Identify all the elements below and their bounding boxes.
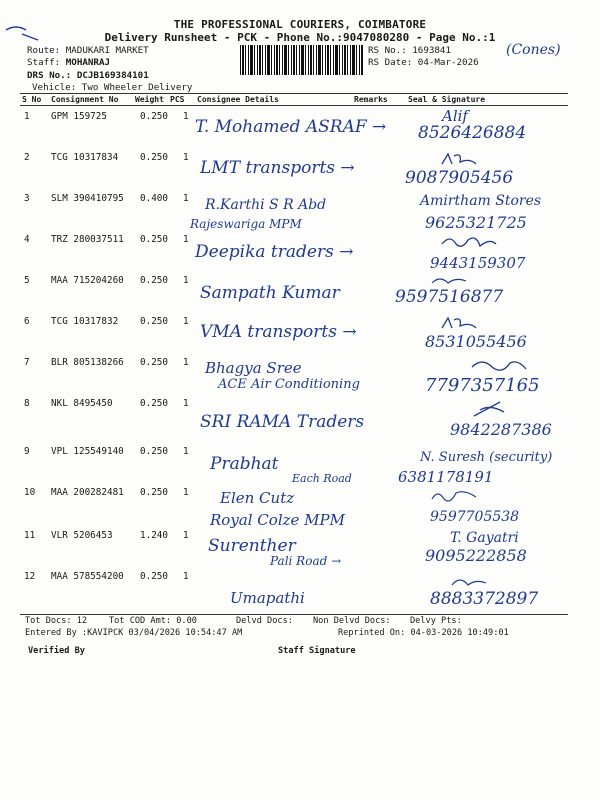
row-signature-name: N. Suresh (security) [420,450,553,465]
row-sno: 2 [24,152,30,163]
footer-reprinted: Reprinted On: 04-03-2026 10:49:01 [338,628,509,638]
row-pcs: 1 [183,357,189,368]
runsheet-subtitle: Delivery Runsheet - PCK - Phone No.:9047080280 - Page No.:1 [104,31,496,44]
row-phone-handwritten: 9095222858 [425,546,527,565]
row-signature-name: Amirtham Stores [420,193,542,209]
row-pcs: 1 [183,571,189,582]
row-sno: 12 [24,571,36,582]
row-pcs: 1 [183,275,189,286]
table-row [0,234,600,275]
row-consignee-handwritten: Elen Cutz [220,489,295,507]
row-pcs: 1 [183,446,189,457]
row-consignment: TCG 10317832 [51,316,119,327]
footer-delvy-pts: Delvy Pts: [410,616,462,626]
header-top-rule [20,93,568,94]
row-pcs: 1 [183,152,189,163]
row-phone-handwritten: 7797357165 [425,375,540,396]
row-sno: 5 [24,275,30,286]
row-consignment: TCG 10317834 [51,152,119,163]
header-bottom-rule [20,105,568,106]
row-consignee-line2: Pali Road → [270,554,342,568]
table-row [0,316,600,357]
barcode [240,45,364,75]
row-sno: 9 [24,446,30,457]
company-title: THE PROFESSIONAL COURIERS, COIMBATORE [173,18,427,31]
table-row [0,357,600,398]
row-weight: 0.250 [140,275,168,286]
row-signature-name: Alif [442,107,468,125]
row-weight: 0.250 [140,111,168,122]
col-remarks: Remarks [354,95,388,104]
table-row [0,487,600,528]
footer-tot-docs: Tot Docs: 12 [25,616,88,626]
staff-label: Staff: [27,57,61,68]
table-row [0,275,600,316]
table-row [0,398,600,439]
signature-scrawl [430,275,470,287]
drs-number: DCJB169384101 [76,70,149,81]
row-phone-handwritten: 9625321725 [425,213,527,232]
row-sno: 3 [24,193,30,204]
row-signature-name: T. Gayatri [450,530,519,546]
row-consignment: BLR 805138266 [51,357,124,368]
row-phone-handwritten: 6381178191 [398,468,494,486]
row-sno: 11 [24,530,36,541]
row-pcs: 1 [183,193,189,204]
row-pcs: 1 [183,234,189,245]
row-weight: 0.250 [140,316,168,327]
row-sno: 4 [24,234,30,245]
signature-scrawl [440,316,480,332]
row-phone-handwritten: 9443159307 [430,254,526,272]
row-phone-handwritten: 8531055456 [425,332,527,351]
row-consignee-handwritten: Surenther [208,536,296,556]
table-row [0,152,600,193]
row-consignee-handwritten: Bhagya Sree [205,359,302,377]
rs-number: RS No.: 1693841 [368,45,451,56]
signature-scrawl [430,489,480,505]
col-seal-signature: Seal & Signature [408,95,486,104]
row-weight: 0.250 [140,152,168,163]
verified-by-label: Verified By [28,646,85,656]
row-phone-handwritten: 9087905456 [405,168,514,188]
row-consignee-handwritten: R.Karthi S R Abd [205,197,327,213]
table-row [0,446,600,487]
drs [27,70,149,82]
col-pcs: PCS [170,95,185,104]
row-consignee-handwritten: LMT transports → [200,158,355,178]
row-consignee-handwritten: VMA transports → [200,322,357,342]
row-weight: 0.250 [140,487,168,498]
footer-tot-cod: Tot COD Amt: 0.00 [109,616,197,626]
row-consignment: MAA 715204260 [51,275,124,286]
signature-scrawl [470,359,530,375]
table-row [0,193,600,234]
table-row [0,530,600,571]
drs-label: DRS No.: [27,70,72,81]
col-consignment: Consignment No [51,95,119,104]
row-weight: 0.250 [140,234,168,245]
row-weight: 0.250 [140,446,168,457]
signature-scrawl [450,575,490,589]
row-pcs: 1 [183,487,189,498]
row-pcs: 1 [183,530,189,541]
staff-signature-label: Staff Signature [278,646,356,656]
row-consignee-handwritten: Sampath Kumar [200,283,340,303]
row-consignment: MAA 578554200 [51,571,124,582]
row-weight: 1.240 [140,530,168,541]
row-pcs: 1 [183,398,189,409]
row-sno: 10 [24,487,36,498]
row-phone-handwritten: 9597705538 [430,509,520,525]
row-consignee-line2: ACE Air Conditioning [218,377,360,392]
row-weight: 0.250 [140,571,168,582]
row-phone-handwritten: 9597516877 [395,287,504,307]
row-consignee-handwritten: Prabhat [210,454,279,474]
col-weight: Weight [135,95,164,104]
row-weight: 0.250 [140,357,168,368]
row-consignment: GPM 159725 [51,111,107,122]
row-consignee-handwritten: T. Mohamed ASRAF → [195,117,387,137]
row-phone-handwritten: 8883372897 [430,589,539,609]
signature-scrawl [440,234,500,252]
vehicle: Vehicle: Two Wheeler Delivery [32,82,193,93]
row-consignment: VPL 125549140 [51,446,124,457]
table-row [0,107,600,152]
row-consignment: MAA 200282481 [51,487,124,498]
row-consignee-line2: Each Road [292,472,352,485]
row-pcs: 1 [183,111,189,122]
footer-non-delvd: Non Delvd Docs: [313,616,391,626]
row-consignment: TRZ 280037511 [51,234,124,245]
footer-entered-by: Entered By :KAVIPCK 03/04/2026 10:54:47 AM [25,628,243,638]
staff-name: MOHANRAJ [65,57,111,68]
rs-date: RS Date: 04-Mar-2026 [368,57,479,68]
row-sno: 6 [24,316,30,327]
row-consignee-line2: Royal Colze MPM [210,511,345,529]
row-pcs: 1 [183,316,189,327]
footer-rule [20,614,568,615]
row-phone-handwritten: 8526426884 [418,123,527,143]
row-consignment: VLR 5206453 [51,530,113,541]
row-consignment: SLM 390410795 [51,193,124,204]
row-consignment: NKL 8495450 [51,398,113,409]
row-phone-handwritten: 9842287386 [450,420,552,439]
row-sno: 7 [24,357,30,368]
col-consignee: Consignee Details [197,95,279,104]
col-sno: S No [22,95,42,104]
staff [27,57,110,69]
route: Route: MADUKARI MARKET [27,45,149,56]
table-row [0,571,600,612]
row-sno: 1 [24,111,30,122]
row-consignee-handwritten: Deepika traders → [195,242,354,262]
footer-delvd-docs: Delvd Docs: [236,616,293,626]
row-weight: 0.400 [140,193,168,204]
row-consignee-handwritten: Umapathi [230,589,305,607]
signature-scrawl [470,400,510,418]
handwritten-note: (Cones) [506,42,561,58]
row-consignee-handwritten: SRI RAMA Traders [200,412,365,432]
row-sno: 8 [24,398,30,409]
row-weight: 0.250 [140,398,168,409]
row-consignee-line2: Rajeswariga MPM [190,217,302,231]
signature-scrawl [440,152,480,168]
